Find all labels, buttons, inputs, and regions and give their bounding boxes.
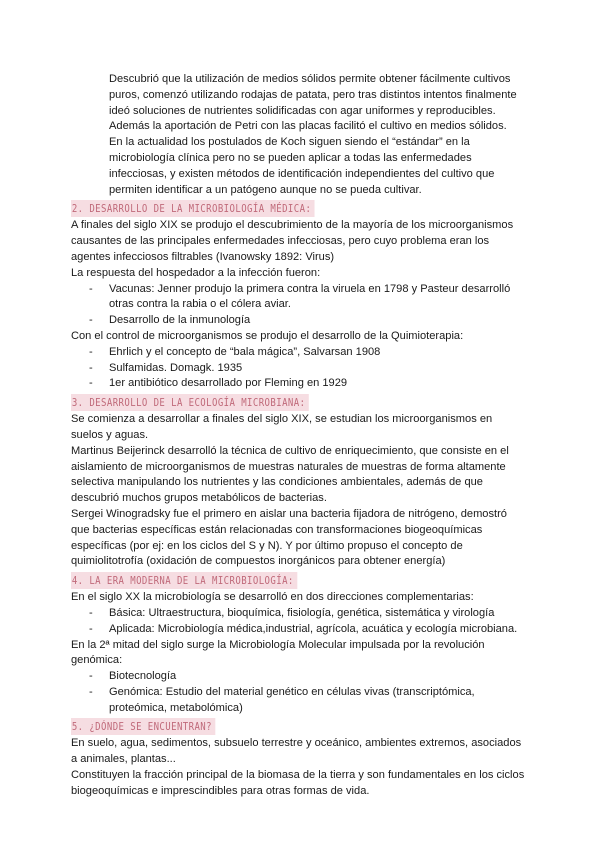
text-line: causantes de las principales enfermedades infecciosas, pero cuyo problema eran los: [71, 235, 490, 248]
text-line: A finales del siglo XIX se produjo el descubrimiento de la mayoría de los microorganismos: [71, 219, 514, 232]
text-line: descubrió muchos grupos metabólicos de bacterias.: [71, 492, 327, 505]
bullet-dash: -: [89, 685, 93, 698]
section-heading-where: 5. ¿DÓNDE SE ENCUENTRAN?: [71, 718, 215, 735]
text-line: Se comienza a desarrollar a finales del siglo XIX, se estudian los microorganismos en: [71, 413, 493, 426]
bullet-dash: -: [89, 282, 93, 295]
text-line: suelos y aguas.: [71, 428, 149, 441]
host-response-list: [71, 282, 541, 329]
text-line: ideó soluciones de nutrientes solidificadas con agar uniformes y reproducibles.: [109, 104, 496, 117]
text-line: Constituyen la fracción principal de la biomasa de la tierra y son fundamentales en los ciclos: [71, 769, 525, 782]
bullet-dash: -: [89, 361, 93, 374]
text-line: Martinus Beijerinck desarrolló la técnica de cultivo de enriquecimiento, que consiste en el: [71, 444, 509, 457]
list-item: - Aplicada: Microbiología médica,industrial, agrícola, acuática y ecología microbiana.: [71, 622, 541, 638]
text-line: aislamiento de microorganismos de muestras naturales de muestras de forma altamente: [71, 460, 506, 473]
text-line: que bacterias específicas están relacionadas con transformaciones biogeoquímicas: [71, 523, 483, 536]
text-line: Además la aportación de Petri con las placas facilitó el cultivo en medios sólidos.: [109, 120, 507, 133]
section-heading-medical: 2. DESARROLLO DE LA MICROBIOLOGÍA MÉDICA:: [71, 200, 315, 217]
bullet-dash: -: [89, 622, 93, 635]
list-item: - Desarrollo de la inmunología: [71, 313, 541, 329]
list-item: - Ehrlich y el concepto de “bala mágica”, Salvarsan 1908: [71, 345, 541, 361]
text-line: permiten identificar a un patógeno aunque no se pueda cultivar.: [109, 183, 422, 196]
text-line: En la 2ª mitad del siglo surge la Microbiología Molecular impulsada por la revolución: [71, 638, 485, 651]
text-line: Con el control de microorganismos se produjo el desarrollo de la Quimioterapia:: [71, 329, 464, 342]
chemotherapy-list: [71, 345, 541, 392]
list-item: - Biotecnología: [71, 669, 541, 685]
text-line: específicas (por ej: en los ciclos del S y N). Y por último propuso el concepto de: [71, 539, 463, 552]
text-line: puros, comenzó utilizando rodajas de patata, pero tras distintos intentos finalmente: [109, 88, 517, 101]
text-line: agentes infecciosos filtrables (Ivanowsky 1892: Virus): [71, 250, 335, 263]
text-line: selectiva manipulando los nutrientes y las condiciones ambientales, además de que: [71, 476, 483, 489]
text-line: En el siglo XX la microbiología se desarrolló en dos direcciones complementarias:: [71, 591, 474, 604]
directions-list: [71, 606, 541, 638]
list-item-continuation: otras contra la rabia o el cólera aviar.: [109, 298, 291, 311]
bullet-dash: -: [89, 606, 93, 619]
section-heading-modern-era: 4. LA ERA MODERNA DE LA MICROBIOLOGÍA:: [71, 572, 297, 589]
bullet-dash: -: [89, 345, 93, 358]
section-heading-ecology: 3. DESARROLLO DE LA ECOLOGÍA MICROBIANA:: [71, 394, 309, 411]
list-item-continuation: proteómica, metabolómica): [109, 701, 243, 714]
text-line: infecciosas, y existen métodos de identificación independientes del cultivo que: [109, 167, 495, 180]
text-line: biogeoquímicas e imprescindibles para otras formas de vida.: [71, 784, 370, 797]
list-item: - Básica: Ultraestructura, bioquímica, fisiología, genética, sistemática y virología: [71, 606, 541, 622]
document-body: [71, 72, 541, 800]
bullet-dash: -: [89, 314, 93, 327]
text-line: a animales, plantas...: [71, 753, 176, 766]
list-item: - Vacunas: Jenner produjo la primera contra la viruela en 1798 y Pasteur desarrolló: [71, 282, 541, 298]
molecular-list: [71, 669, 541, 716]
text-line: genómica:: [71, 654, 123, 667]
list-item: - Genómica: Estudio del material genético en células vivas (transcriptómica,: [71, 685, 541, 701]
text-line: La respuesta del hospedador a la infección fueron:: [71, 266, 321, 279]
text-line: Sergei Winogradsky fue el primero en aislar una bacteria fijadora de nitrógeno, demostró: [71, 507, 507, 520]
text-line: En suelo, agua, sedimentos, subsuelo terrestre y oceánico, ambientes extremos, asociados: [71, 737, 522, 750]
intro-paragraph: [71, 72, 541, 198]
list-item: - 1er antibiótico desarrollado por Fleming en 1929: [71, 376, 541, 392]
text-line: Descubrió que la utilización de medios sólidos permite obtener fácilmente cultivos: [109, 73, 511, 85]
text-line: microbiología clínica pero no se pueden aplicar a todas las enfermedades: [109, 151, 472, 164]
text-line: quimiolitotrofía (oxidación de compuestos inorgánicos para obtener energía): [71, 555, 446, 568]
text-line: En la actualidad los postulados de Koch siguen siendo el “estándar” en la: [109, 136, 470, 149]
list-item: - Sulfamidas. Domagk. 1935: [71, 361, 541, 377]
bullet-dash: -: [89, 377, 93, 390]
bullet-dash: -: [89, 670, 93, 683]
